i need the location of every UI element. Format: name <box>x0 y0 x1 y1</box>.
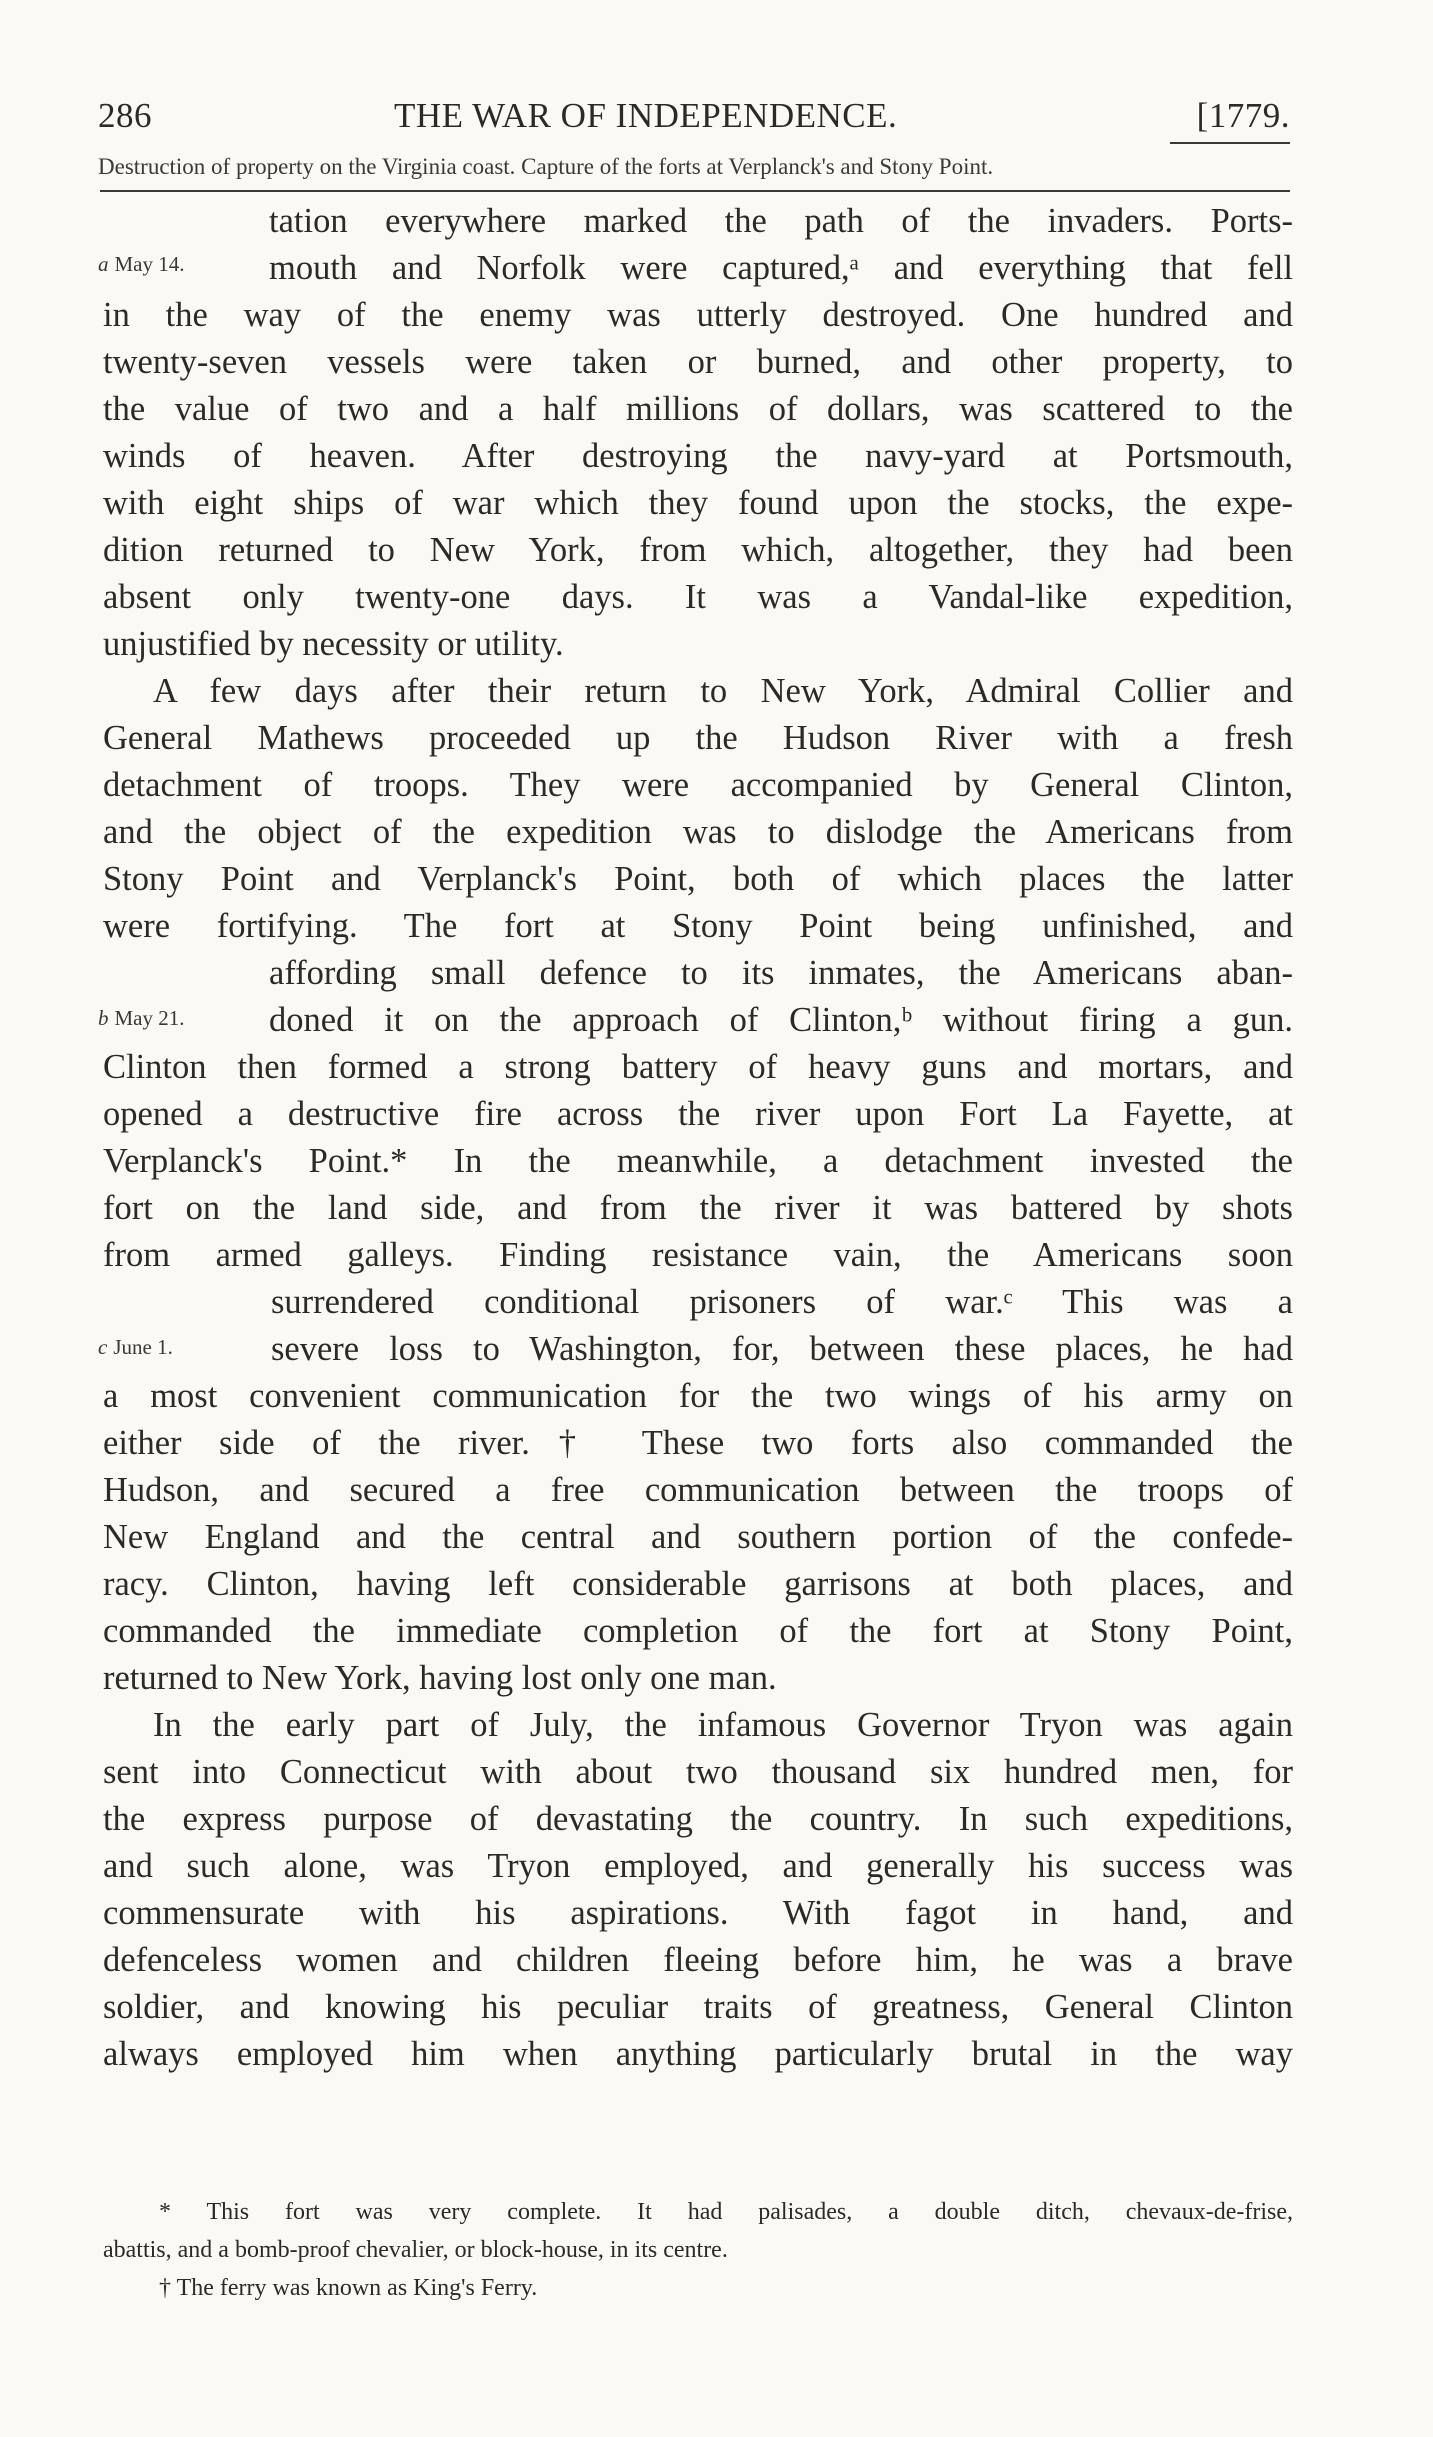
text-line: A few days after their return to New York, Admiral Collier and <box>153 672 1293 710</box>
text-line: Stony Point and Verplanck's Point, both of which places the latter <box>103 860 1293 898</box>
text-line: severe loss to Washington, for, between these places, he had <box>271 1330 1293 1368</box>
text-line: doned it on the approach of Clinton,ᵇ without firing a gun. <box>269 1001 1293 1039</box>
page-number: 286 <box>98 96 152 135</box>
text-line: twenty-seven vessels were taken or burned, and other property, to <box>103 343 1293 381</box>
text-line: and the object of the expedition was to dislodge the Americans from <box>103 813 1293 851</box>
text-line: returned to New York, having lost only one man. <box>103 1659 777 1697</box>
text-line: winds of heaven. After destroying the navy-yard at Portsmouth, <box>103 437 1293 475</box>
text-line: either side of the river.† These two forts also commanded the <box>103 1424 1293 1462</box>
text-line: dition returned to New York, from which, altogether, they had been <box>103 531 1293 569</box>
text-line: were fortifying. The fort at Stony Point being unfinished, and <box>103 907 1293 945</box>
text-line: commensurate with his aspirations. With fagot in hand, and <box>103 1894 1293 1932</box>
text-line: with eight ships of war which they found upon the stocks, the expe- <box>103 484 1293 522</box>
header-rule <box>100 190 1290 192</box>
page-header <box>98 96 1290 144</box>
text-line: always employed him when anything particularly brutal in the way <box>103 2035 1293 2073</box>
header-underline <box>1170 142 1290 144</box>
footnote-line: abattis, and a bomb-proof chevalier, or block-house, in its centre. <box>103 2237 728 2263</box>
text-line: racy. Clinton, having left considerable garrisons at both places, and <box>103 1565 1293 1603</box>
text-line: opened a destructive fire across the river upon Fort La Fayette, at <box>103 1095 1293 1133</box>
text-line: surrendered conditional prisoners of war.ᶜ This was a <box>271 1283 1293 1321</box>
text-line: fort on the land side, and from the river it was battered by shots <box>103 1189 1293 1227</box>
footnote-line: † The ferry was known as King's Ferry. <box>159 2275 538 2301</box>
text-line: soldier, and knowing his peculiar traits of greatness, General Clinton <box>103 1988 1293 2026</box>
running-head: Destruction of property on the Virginia coast. Capture of the forts at Verplanck's and Stony Point. <box>98 154 994 179</box>
text-line: sent into Connecticut with about two thousand six hundred men, for <box>103 1753 1293 1791</box>
text-line: the express purpose of devastating the country. In such expeditions, <box>103 1800 1293 1838</box>
text-line: and such alone, was Tryon employed, and generally his success was <box>103 1847 1293 1885</box>
text-line: Clinton then formed a strong battery of heavy guns and mortars, and <box>103 1048 1293 1086</box>
text-line: a most convenient communication for the two wings of his army on <box>103 1377 1293 1415</box>
footnotes <box>103 2193 1293 2307</box>
text-line: commanded the immediate completion of the fort at Stony Point, <box>103 1612 1293 1650</box>
margin-note-a: a May 14. <box>98 252 185 276</box>
text-line: from armed galleys. Finding resistance vain, the Americans soon <box>103 1236 1293 1274</box>
text-line: Hudson, and secured a free communication between the troops of <box>103 1471 1293 1509</box>
body-text <box>103 198 1293 2078</box>
margin-note-b: b May 21. <box>98 1006 185 1030</box>
text-line: mouth and Norfolk were captured,ᵃ and everything that fell <box>269 249 1293 287</box>
text-line: the value of two and a half millions of dollars, was scattered to the <box>103 390 1293 428</box>
text-line: New England and the central and southern portion of the confede- <box>103 1518 1293 1556</box>
text-line: tation everywhere marked the path of the invaders. Ports- <box>269 202 1293 240</box>
text-line: in the way of the enemy was utterly destroyed. One hundred and <box>103 296 1293 334</box>
text-line: In the early part of July, the infamous Governor Tryon was again <box>153 1706 1293 1744</box>
footnote-line: * This fort was very complete. It had palisades, a double ditch, chevaux-de-frise, <box>159 2199 1293 2225</box>
text-line: detachment of troops. They were accompanied by General Clinton, <box>103 766 1293 804</box>
text-line: defenceless women and children fleeing before him, he was a brave <box>103 1941 1293 1979</box>
text-line: absent only twenty-one days. It was a Vandal-like expedition, <box>103 578 1293 616</box>
text-line: General Mathews proceeded up the Hudson River with a fresh <box>103 719 1293 757</box>
text-line: affording small defence to its inmates, the Americans aban- <box>269 954 1293 992</box>
margin-note-c: c June 1. <box>98 1335 173 1359</box>
page-title: THE WAR OF INDEPENDENCE. <box>394 96 898 135</box>
text-line: Verplanck's Point.* In the meanwhile, a detachment invested the <box>103 1142 1293 1180</box>
text-line: unjustified by necessity or utility. <box>103 625 564 663</box>
header-year: [1779. <box>1196 96 1290 135</box>
